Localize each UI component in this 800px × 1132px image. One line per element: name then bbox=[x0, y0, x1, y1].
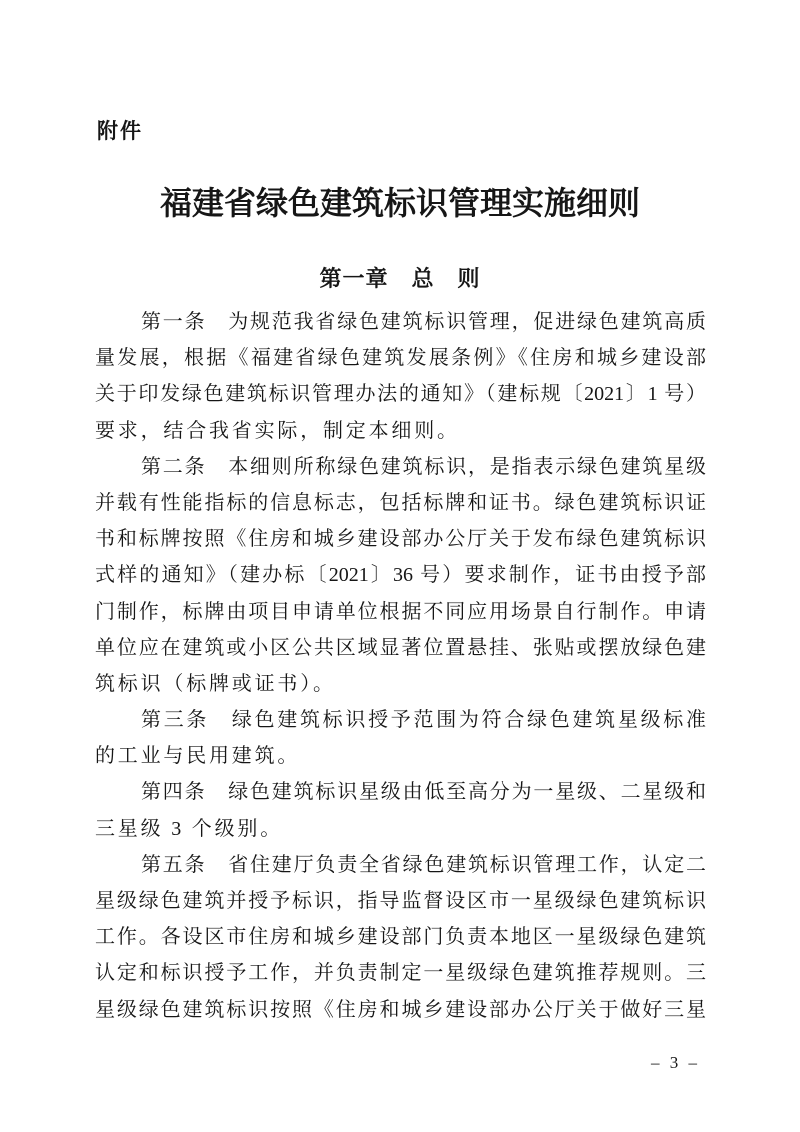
paragraph-article-4 bbox=[95, 774, 706, 846]
body-line: 筑标识（标牌或证书）。 bbox=[95, 672, 336, 695]
attachment-label: 附件 bbox=[97, 120, 143, 143]
body-line: 式样的通知》（建办标〔2021〕36 号）要求制作，证书由授予部 bbox=[95, 564, 706, 587]
body-line: 要求，结合我省实际，制定本细则。 bbox=[95, 419, 460, 442]
body-line: 星级绿色建筑标识按照《住房和城乡建设部办公厅关于做好三星 bbox=[95, 998, 706, 1021]
body-line: 第二条 本细则所称绿色建筑标识，是指表示绿色建筑星级 bbox=[141, 455, 706, 478]
chapter-heading: 第一章 总 则 bbox=[319, 266, 481, 291]
body-line: 的工业与民用建筑。 bbox=[95, 745, 301, 768]
body-line: 工作。各设区市住房和城乡建设部门负责本地区一星级绿色建筑 bbox=[95, 926, 706, 949]
body-line: 第一条 为规范我省绿色建筑标识管理，促进绿色建筑高质 bbox=[141, 311, 706, 333]
body-line: 单位应在建筑或小区公共区域显著位置悬挂、张贴或摆放绿色建 bbox=[95, 636, 706, 659]
body-line: 第三条 绿色建筑标识授予范围为符合绿色建筑星级标准 bbox=[141, 709, 706, 732]
body-line: 认定和标识授予工作，并负责制定一星级绿色建筑推荐规则。三 bbox=[95, 962, 706, 985]
paragraph-article-5 bbox=[95, 847, 706, 1028]
paragraph-article-2 bbox=[95, 449, 706, 702]
body-line: 第五条 省住建厅负责全省绿色建筑标识管理工作，认定二 bbox=[141, 853, 706, 876]
page-number: – 3 – bbox=[651, 1053, 700, 1072]
body-line: 关于印发绿色建筑标识管理办法的通知》（建标规〔2021〕1 号） bbox=[95, 383, 706, 406]
paragraph-article-3 bbox=[95, 702, 706, 774]
body-line: 第四条 绿色建筑标识星级由低至高分为一星级、二星级和 bbox=[141, 781, 706, 804]
body-line: 三星级 3 个级别。 bbox=[95, 817, 283, 840]
body-line: 并载有性能指标的信息标志，包括标牌和证书。绿色建筑标识证 bbox=[95, 491, 706, 514]
body-line: 门制作，标牌由项目申请单位根据不同应用场景自行制作。申请 bbox=[95, 600, 706, 623]
document-title: 福建省绿色建筑标识管理实施细则 bbox=[159, 185, 640, 221]
paragraph-article-1 bbox=[95, 304, 706, 449]
body-line: 星级绿色建筑并授予标识，指导监督设区市一星级绿色建筑标识 bbox=[95, 890, 706, 912]
body-line: 书和标牌按照《住房和城乡建设部办公厅关于发布绿色建筑标识 bbox=[95, 528, 706, 551]
body-line: 量发展，根据《福建省绿色建筑发展条例》《住房和城乡建设部 bbox=[95, 347, 706, 370]
document-body bbox=[95, 304, 706, 1028]
